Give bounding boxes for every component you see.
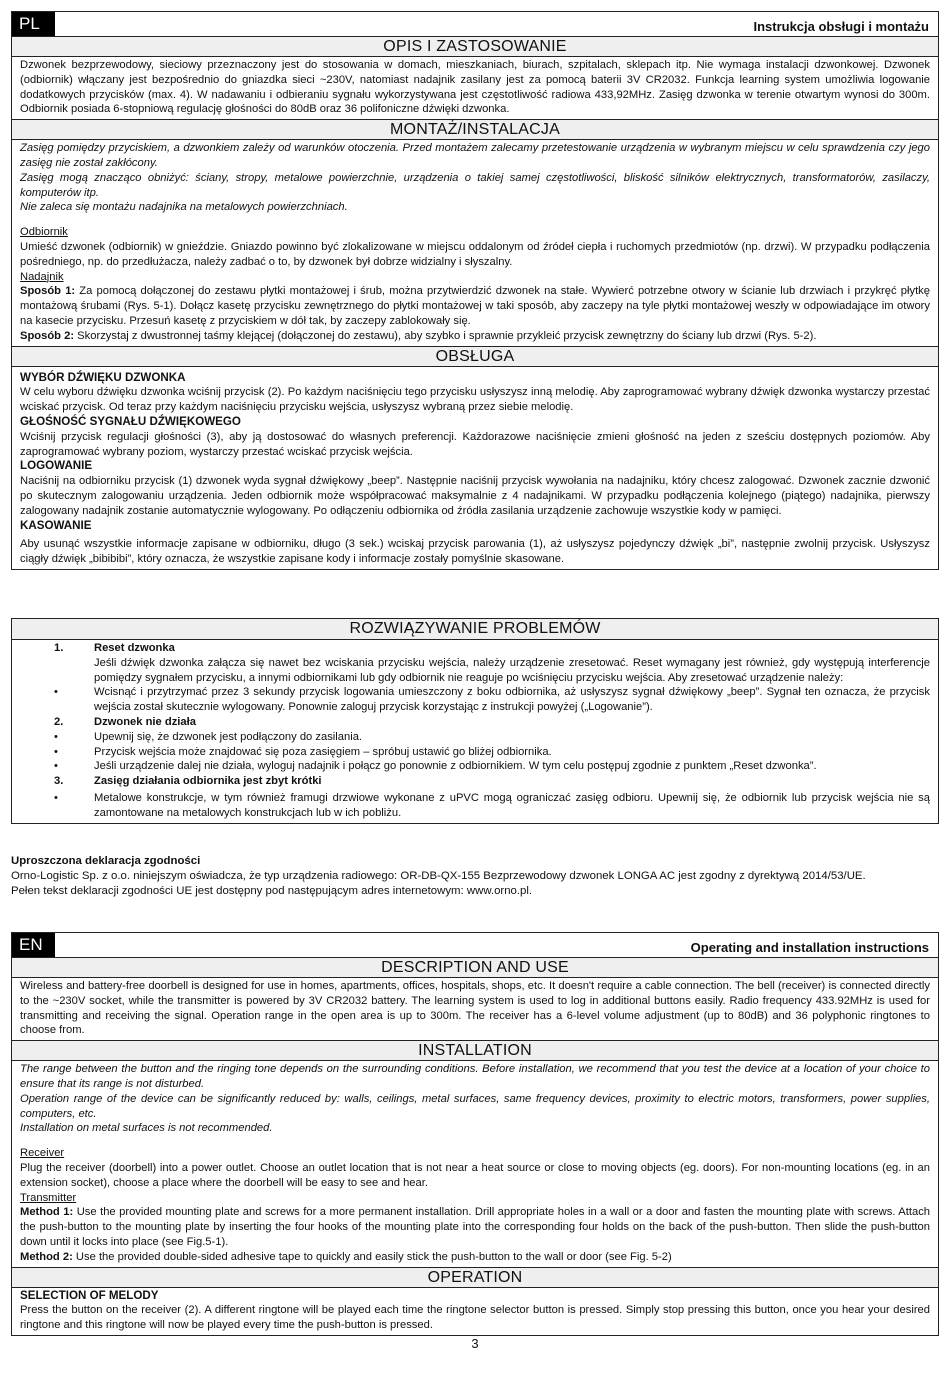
en-method-2: [20, 1250, 930, 1265]
bullet-icon: •: [54, 730, 58, 743]
en-installation-note-2: Operation range of the device can be significantly reduced by: walls, ceilings, metal surfaces, same frequency devices, proximity to electric motors, transformers, power supplies, computers, etc.: [20, 1092, 930, 1120]
pl-problems-list: [12, 640, 938, 823]
pl-troubleshooting-section: [11, 618, 939, 824]
bullet-icon: •: [54, 791, 58, 804]
pl-declaration-title: Uproszczona deklaracja zgodności: [11, 855, 201, 867]
pl-method-2: [20, 329, 930, 344]
pl-problem-1-bullet-text: Wcisnąć i przytrzymać przez 3 sekundy przycisk logowania umieszczony z boku odbiornika, aż usłyszysz sygnał dźwiękowy „beep”. Sygnał ten oznacza, że przycisk wejścia został skutecznie wylogowany. Ponownie zaloguj przycisk korzystając z instrukcji powyżej („Logowanie”).: [94, 686, 930, 714]
pl-problem-1-bullet: [54, 685, 930, 715]
en-receiver-heading: Receiver: [20, 1147, 65, 1160]
en-method-1-text: Use the provided mounting plate and screws for a more permanent installation. Drill appropriate holes in a wall or a door and fasten the mounting plate with screws. Attach the push-button to the mounting plate by inserting the four hooks of the mounting plate into the corresponding four holds on the back of the push-button. Then slide the push-button down until it locks into place (see Fig.5-1).: [20, 1206, 931, 1248]
pl-melody-text: W celu wyboru dźwięku dzwonka wciśnij przycisk (2). Po każdym naciśnięciu tego przycisku usłyszysz inną melodię. Aby zaprogramować wybrany dźwięk dzwonka wystarczy przestać wciskać przycisk. Od teraz przy każdym naciśnięciu przycisku wejścia, usłyszysz wybraną przez siebie melodię.: [20, 386, 930, 414]
en-receiver-text: Plug the receiver (doorbell) into a power outlet. Choose an outlet location that is not near a heat source or close to moving objects (eg. doors). For non-mounting locations (eg. in an extension socket), choose a place where the doorbell will be easy to see and hear.: [20, 1161, 930, 1189]
en-description-title: DESCRIPTION AND USE: [12, 958, 938, 978]
pl-problem-2-bullet-2: [54, 745, 930, 760]
pl-language-badge: PL: [12, 12, 55, 36]
en-operation-body: [12, 1288, 938, 1335]
en-installation-note-1: The range between the button and the ringing tone depends on the surrounding conditions. Before installation, we recommend that you test the device at a location of your choice to ensure that its range is not disturbed.: [20, 1063, 930, 1090]
pl-problems-title: ROZWIĄZYWANIE PROBLEMÓW: [12, 619, 938, 640]
pl-method-1-label: Sposób 1:: [20, 285, 76, 298]
pl-problem-3: [54, 774, 930, 789]
pl-obsluga-title: OBSŁUGA: [12, 346, 938, 367]
en-description-text: Wireless and battery-free doorbell is designed for use in homes, apartments, offices, hospitals, shops, etc. It doesn't require a cable connection. The bell (receiver) is connected directly to the ~230V socket, while the transmitter is powered by 3V CR2032 battery. The learning system is used to log in additional buttons easily. Radio frequency 433.92MHz is used for transmitting and receiving the signal. Operation range in the open area is up to 300m. The receiver has a 6-level volume adjustment (up to 80dB) and 36 polyphonic ringtones to choose from.: [20, 980, 930, 1037]
en-language-badge: EN: [12, 933, 55, 957]
pl-montaz-note-2: Zasięg mogą znacząco obniżyć: ściany, stropy, metalowe powierzchnie, urządzenia o takiej samej częstotliwości, bliskość silników elektrycznych, transformatorów, zasilaczy, komputerów itp.: [20, 171, 930, 199]
pl-method-1-text: Za pomocą dołączonej do zestawu płytki montażowej i śrub, można przytwierdzić dzwonek na stałe. Wywierć potrzebne otwory w ścianie lub drzwiach i przykręć płytkę montażową śrubami (Rys. 5-1). Dołącz kasetę przycisku zewnętrznego do płytki montażowej w taki sposób, aby zaczepy na tyle płytki montażowej weszły w odpowiadające im otwory na kasecie przycisku. Przesuń kasetę z przyciskiem w dół tak, by zaczepy zablokowały się.: [20, 285, 930, 327]
pl-method-2-text: Skorzystaj z dwustronnej taśmy klejącej (dołączonej do zestawu), aby szybko i sprawnie przykleić przycisk zewnętrzny do ściany lub drzwi (Rys. 5-2).: [74, 329, 817, 342]
pl-erase-text: Aby usunąć wszystkie informacje zapisane w odbiorniku, długo (3 sek.) wciskaj przycisk parowania (1), aż usłyszysz pojedynczy dźwięk „bi”, następnie zwolnij przycisk. Usłyszysz ciągły dźwięk „bibibibi”, który oznacza, że wszystkie zapisane kody i informacje zostały pomyślnie skasowane.: [20, 538, 930, 566]
en-installation-body: [12, 1061, 938, 1266]
pl-login-text: Naciśnij na odbiorniku przycisk (1) dzwonek wyda sygnał dźwiękowy „beep”. Następnie naciśnij przycisk wywołania na nadajniku, który chcesz zalogować. Dzwonek zacznie dzwonić po skutecznym zalogowaniu urządzenia. Jeden odbiornik może współpracować maksymalnie z 4 nadajnikami. W przypadku podłączenia kolejnego (piątego) nadajnika, pierwszy zalogowany nadajnik zostanie automatycznie wylogowany. Po odłączeniu odbiornika od źródła zasilania urządzenie zachowuje wszystkie kody w pamięci.: [20, 475, 930, 517]
pl-problem-2: [54, 715, 930, 730]
pl-montaz-note-1: Zasięg pomiędzy przyciskiem, a dzwonkiem zależy od warunków otoczenia. Przed montażem zalecamy przetestowanie urządzenia w wybranym miejscu w celu sprawdzenia czy jego zasięg nie został zakłócony.: [20, 142, 930, 169]
pl-opis-title: OPIS I ZASTOSOWANIE: [12, 37, 938, 57]
pl-method-2-label: Sposób 2:: [20, 329, 75, 342]
bullet-icon: •: [54, 745, 58, 758]
pl-problem-2-bullet-3-text: Jeśli urządzenie dalej nie działa, wyloguj nadajnik i połącz go ponownie z odbiornikiem. W tym celu postępuj zgodnie z punktem „Reset dzwonka”.: [94, 760, 817, 773]
pl-opis-text: Dzwonek bezprzewodowy, sieciowy przeznaczony jest do stosowania w domach, mieszkaniach, biurach, szpitalach, sklepach itp. Nie wymaga instalacji dzwonkowej. Dzwonek (odbiornik) włączany jest bezpośrednio do gniazdka sieci ~230V, natomiast nadajnik zasilany jest za pomocą baterii 3V CR2032. Funkcja learning system umożliwia logowanie dodatkowych przycisków (max. 4). W nadawaniu i odbieraniu sygnału wykorzystywana jest częstotliwość radiowa 433,92MHz. Zasięg dzwonka w terenie otwartym wynosi do 300m. Odbiornik posiada 6-stopniową regulację głośności do 80dB oraz 36 polifoniczne dźwięki dzwonka.: [20, 59, 930, 116]
en-header: [12, 933, 938, 958]
en-melody-heading: SELECTION OF MELODY: [20, 1288, 159, 1302]
pl-receiver-text: Umieść dzwonek (odbiornik) w gnieździe. Gniazdo powinno być zlokalizowane w miejscu oddalonym od źródeł ciepła i ruchomych przedmiotów (np. drzwi). W przypadku podłączenia pośredniego, np. do przedłużacza, należy zadbać o to, by dzwonek był dobrze widzialny i słyszalny.: [20, 240, 930, 268]
pl-problem-2-bullet-1-text: Upewnij się, że dzwonek jest podłączony do zasilania.: [94, 730, 363, 743]
pl-volume-heading: GŁOŚNOŚĆ SYGNAŁU DŹWIĘKOWEGO: [20, 414, 241, 428]
en-header-title: Operating and installation instructions: [690, 940, 929, 955]
pl-problem-1-number: 1.: [54, 642, 64, 654]
en-method-2-label: Method 2:: [20, 1250, 73, 1263]
pl-problem-2-bullet-3: [54, 759, 930, 774]
pl-problem-1-text: Jeśli dźwięk dzwonka załącza się nawet bez wciskania przycisku wejścia, należy urządzenie zresetować. Reset wymagany jest również, gdy występują interferencje pomiędzy sygnałem przycisku, a innymi odbiornikami lub gdy odbiornik nie reaguje po wciśnięciu przycisku wejścia. Aby zresetować urządzenie należy:: [94, 656, 930, 684]
pl-header: [12, 12, 938, 37]
pl-problem-1: [54, 641, 930, 656]
en-description-body: [12, 978, 938, 1040]
pl-declaration-line-2: Pełen tekst deklaracji zgodności UE jest dostępny pod następującym adres internetowym: www.orno.pl.: [11, 885, 533, 897]
pl-login-heading: LOGOWANIE: [20, 459, 93, 473]
pl-problem-3-title: Zasięg działania odbiornika jest zbyt krótki: [94, 775, 322, 788]
pl-volume-text: Wciśnij przycisk regulacji głośności (3), aby ją dostosować do własnych preferencji. Każdorazowe naciśnięcie zmieni głośność na jeden z sześciu dostępnych poziomów. Aby zaprogramować wybrany poziom, wystarczy przestać wciskać przycisk wejścia.: [20, 430, 930, 458]
pl-problem-3-bullet-1: [54, 791, 930, 821]
pl-header-title: Instrukcja obsługi i montażu: [753, 19, 929, 34]
bullet-icon: •: [54, 686, 58, 699]
pl-problem-2-number: 2.: [54, 715, 64, 728]
pl-declaration-line-1: Orno-Logistic Sp. z o.o. niniejszym oświadcza, że typ urządzenia radiowego: OR-DB-QX-155 Bezprzewodowy dzwonek LONGA AC jest zgodny z dyrektywą 2014/53/UE.: [11, 870, 866, 882]
pl-problem-2-title: Dzwonek nie działa: [94, 715, 196, 728]
bullet-icon: •: [54, 760, 58, 773]
pl-method-1: [20, 284, 930, 328]
pl-melody-heading: WYBÓR DŹWIĘKU DZWONKA: [20, 370, 186, 384]
pl-montaz-note-3: Nie zaleca się montażu nadajnika na metalowych powierzchniach.: [20, 201, 348, 214]
pl-obsluga-body: [12, 367, 938, 569]
pl-problem-3-number: 3.: [54, 775, 64, 788]
pl-instructions-section: [11, 11, 939, 570]
en-installation-note-3: Installation on metal surfaces is not recommended.: [20, 1122, 273, 1135]
en-method-1-label: Method 1:: [20, 1206, 74, 1219]
pl-problem-1-title: Reset dzwonka: [94, 642, 175, 654]
en-method-1: [20, 1205, 930, 1249]
pl-problem-2-bullet-2-text: Przycisk wejścia może znajdować się poza zasięgiem – spróbuj ustawić go bliżej odbiornika.: [94, 745, 552, 758]
pl-transmitter-heading: Nadajnik: [20, 270, 64, 283]
pl-declaration: [11, 854, 939, 899]
pl-problem-3-bullet-1-text: Metalowe konstrukcje, w tym również framugi drzwiowe wykonane z uPVC mogą ograniczać zasięg odbioru. Upewnij się, że odbiornik lub przycisk wejścia nie są zamontowane na metalowych konstrukcjach lub w ich pobliżu.: [94, 791, 930, 819]
pl-montaz-title: MONTAŻ/INSTALACJA: [12, 119, 938, 140]
en-melody-text: Press the button on the receiver (2). A different ringtone will be played each time the ringtone selector button is pressed. Simply stop pressing this button, once you hear your desired ringtone and this ringtone will now be played every time the push-button is pressed.: [20, 1304, 930, 1332]
en-transmitter-heading: Transmitter: [20, 1191, 77, 1204]
pl-receiver-heading: Odbiornik: [20, 226, 68, 239]
en-installation-title: INSTALLATION: [12, 1040, 938, 1061]
en-method-2-text: Use the provided double-sided adhesive tape to quickly and easily stick the push-button to the wall or door (see Fig. 5-2): [72, 1250, 672, 1263]
en-instructions-section: [11, 932, 939, 1336]
pl-opis-body: [12, 57, 938, 119]
en-operation-title: OPERATION: [12, 1267, 938, 1288]
pl-problem-2-bullet-1: [54, 730, 930, 745]
pl-erase-heading: KASOWANIE: [20, 518, 92, 532]
page-number: 3: [471, 1336, 479, 1351]
pl-montaz-body: [12, 140, 938, 345]
